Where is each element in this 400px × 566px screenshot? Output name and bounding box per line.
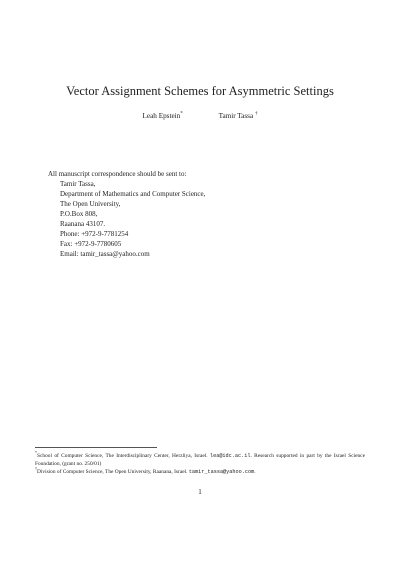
correspondence-address: [60, 179, 205, 259]
author-name: Tamir Tassa: [218, 112, 254, 120]
footnote-text: Division of Computer Science, The Open University, Raanana, Israel.: [37, 469, 188, 475]
author-tassa: [219, 112, 258, 121]
correspondence-intro: All manuscript correspondence should be sent to:: [48, 170, 187, 178]
address-line: Fax: +972-9-7780605: [60, 240, 122, 248]
page-number: 1: [198, 488, 202, 496]
address-line: Tamir Tassa,: [60, 180, 96, 188]
correspondence-block: [48, 169, 205, 259]
paper-title: Vector Assignment Schemes for Asymmetric Settings: [66, 84, 334, 98]
footnote: [35, 468, 365, 476]
footnote-text: .: [254, 469, 256, 475]
footnote-rule: [35, 447, 157, 448]
footnotes: [35, 452, 365, 476]
address-line: Raanana 43107.: [60, 220, 106, 228]
footnote-marker: *: [180, 111, 183, 117]
footnote-marker: †: [35, 466, 37, 472]
footnote-text: School of Computer Science, The Interdisciplinary Center, Herzliya, Israel.: [37, 453, 208, 459]
address-line: Email: tamir_tassa@yahoo.com: [60, 250, 150, 258]
author-epstein: [143, 112, 183, 121]
footnote-email: tamir_tassa@yahoo.com: [188, 469, 255, 475]
footnote-marker: †: [254, 111, 258, 117]
footnote-text: . Research supported in part by the Israel Science Foundation, (grant no. 250/01): [35, 453, 365, 467]
address-line: Department of Mathematics and Computer Science,: [60, 190, 206, 198]
footnote-marker: *: [35, 450, 37, 456]
address-line: P.O.Box 808,: [60, 210, 98, 218]
author-name: Leah Epstein: [142, 112, 181, 120]
address-line: Phone: +972-9-7781254: [60, 230, 129, 238]
address-line: The Open University,: [60, 200, 121, 208]
author-list: [0, 112, 400, 121]
footnote: [35, 452, 365, 468]
footnote-email: lea@idc.ac.il: [209, 453, 251, 459]
